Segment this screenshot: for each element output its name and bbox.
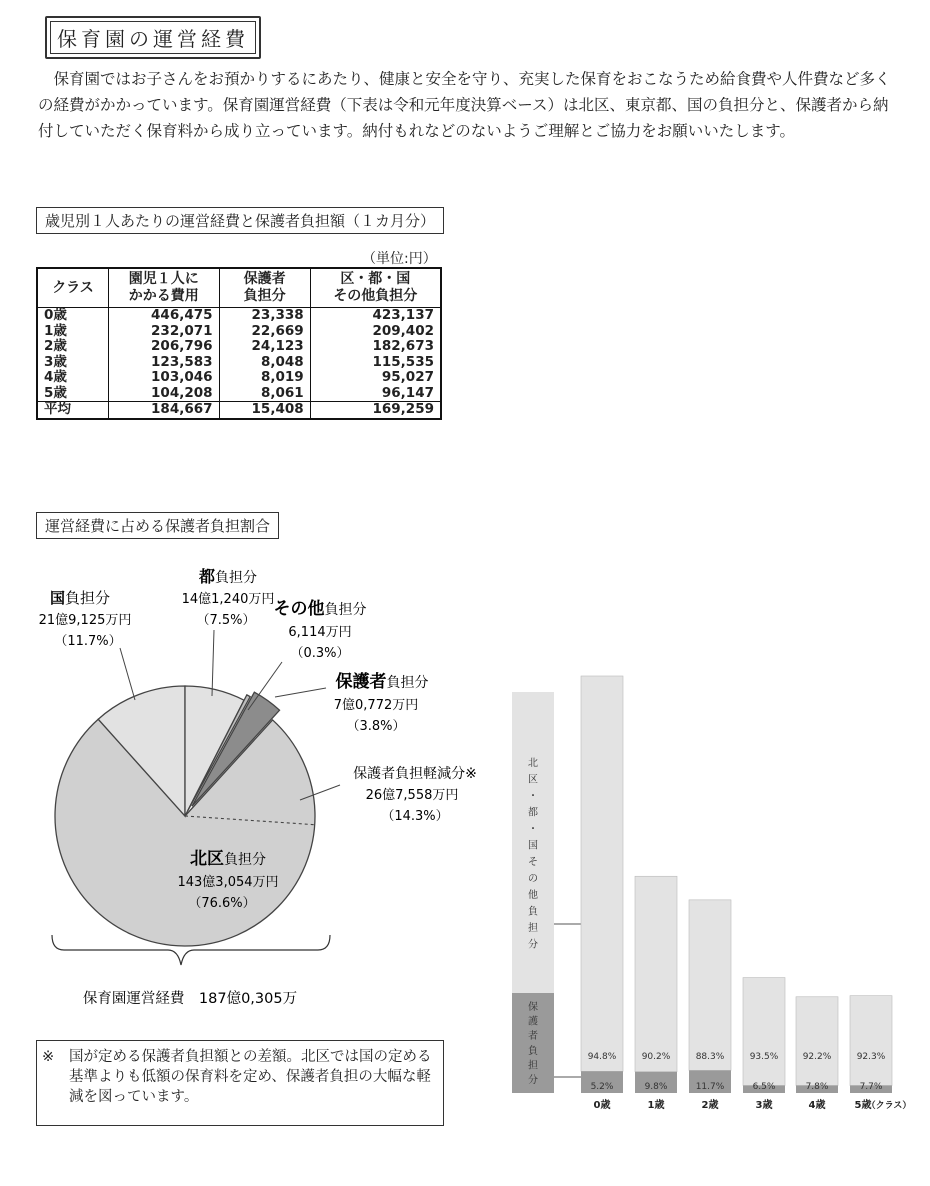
table-cell: 24,123: [219, 339, 310, 355]
label-kuni-pct: （11.7%）: [54, 634, 122, 649]
bar-upper-0: [581, 676, 623, 1071]
label-kita: 北区負担分: [190, 849, 266, 869]
bar-lower-pct-label: 9.8%: [644, 1082, 668, 1092]
table-cell: 446,475: [108, 308, 219, 324]
table-cell: 1歳: [37, 324, 108, 340]
table-cell: 95,027: [310, 370, 441, 386]
table-cell: 206,796: [108, 339, 219, 355]
label-reduction-amount: 26億7,558万円: [365, 788, 459, 803]
table-body: [37, 308, 441, 419]
table-cell: 8,061: [219, 386, 310, 402]
table-cell: 4歳: [37, 370, 108, 386]
footnote-text: 国が定める保護者負担額との差額。北区では国の定める基準よりも低額の保育料を定め、保護者負担の大幅な軽減を図っています。: [69, 1049, 432, 1105]
bar-upper-1: [635, 876, 677, 1072]
page-title: 保育園の運営経費: [45, 16, 261, 59]
legend-label-lower: 保護者負担分: [528, 1002, 538, 1086]
table-cell: 96,147: [310, 386, 441, 402]
table-cell: 8,048: [219, 355, 310, 371]
bar-upper-5: [850, 996, 892, 1086]
bar-lower-pct-label: 11.7%: [695, 1082, 725, 1092]
bar-upper-2: [689, 900, 731, 1071]
label-to: 都負担分: [198, 567, 258, 586]
table-cell: 2歳: [37, 339, 108, 355]
table-cell: 22,669: [219, 324, 310, 340]
x-tick-label: 1歳: [647, 1100, 665, 1111]
bar-upper-pct-label: 92.3%: [856, 1052, 886, 1062]
leader-line-to: [212, 630, 214, 696]
table-header-row: [37, 268, 441, 308]
x-axis-suffix: （クラス）: [866, 1101, 912, 1111]
table-cell: 115,535: [310, 355, 441, 371]
total-label: 保育園運営経費 187億0,305万: [82, 991, 298, 1007]
bar-lower-pct-label: 7.8%: [805, 1082, 829, 1092]
table-header-cell: クラス: [37, 268, 108, 308]
bar-lower-pct-label: 7.7%: [859, 1082, 883, 1092]
bar-upper-pct-label: 93.5%: [749, 1052, 779, 1062]
table-row: [37, 355, 441, 371]
table-row: [37, 386, 441, 402]
bar-upper-pct-label: 88.3%: [695, 1052, 725, 1062]
unit-label: （単位:円）: [362, 251, 437, 267]
table-section-title: 歳児別１人あたりの運営経費と保護者負担額（１カ月分）: [36, 207, 444, 234]
label-reduction: 保護者負担軽減分※: [353, 766, 477, 782]
label-kita-amount: 143億3,054万円: [177, 875, 279, 890]
table-cell: 423,137: [310, 308, 441, 324]
table-cell: 平均: [37, 402, 108, 419]
fee-table: [36, 267, 442, 420]
table-header-cell: 保護者 負担分: [219, 268, 310, 308]
label-kuni-amount: 21億9,125万円: [38, 613, 132, 628]
label-other: その他負担分: [273, 599, 367, 619]
table-row: [37, 402, 441, 419]
x-tick-label: 4歳: [808, 1100, 826, 1111]
label-other-amount: 6,114万円: [288, 625, 352, 640]
table-cell: 209,402: [310, 324, 441, 340]
table-cell: 232,071: [108, 324, 219, 340]
table-row: [37, 339, 441, 355]
table-header-cell: 園児１人に かかる費用: [108, 268, 219, 308]
label-kita-pct: （76.6%）: [188, 896, 256, 911]
bar-lower-pct-label: 6.5%: [752, 1082, 776, 1092]
stacked-bar-chart: [500, 660, 930, 1120]
bar-upper-3: [743, 978, 785, 1086]
x-tick-label: 2歳: [701, 1100, 719, 1111]
table-cell: 184,667: [108, 402, 219, 419]
table-cell: 15,408: [219, 402, 310, 419]
label-hogo: 保護者負担分: [335, 672, 429, 692]
legend-label-upper: 北区・都・国その他負担分: [528, 758, 538, 951]
pie-section-title: 運営経費に占める保護者負担割合: [36, 512, 279, 539]
table-row: [37, 370, 441, 386]
table-row: [37, 308, 441, 324]
label-kuni: 国負担分: [49, 589, 111, 607]
bar-upper-4: [796, 997, 838, 1086]
x-tick-label: 3歳: [755, 1100, 773, 1111]
table-cell: 103,046: [108, 370, 219, 386]
bar-upper-pct-label: 90.2%: [641, 1052, 671, 1062]
pie-chart: [0, 540, 500, 1020]
table-cell: 182,673: [310, 339, 441, 355]
table-cell: 8,019: [219, 370, 310, 386]
label-other-pct: （0.3%）: [290, 646, 350, 661]
table-cell: 0歳: [37, 308, 108, 324]
table-cell: 123,583: [108, 355, 219, 371]
label-to-amount: 14億1,240万円: [181, 592, 275, 607]
leader-line-kuni: [120, 648, 135, 700]
table-header-cell: 区・都・国 その他負担分: [310, 268, 441, 308]
footnote-box: [36, 1040, 444, 1126]
bar-lower-pct-label: 5.2%: [590, 1082, 614, 1092]
x-tick-label: 0歳: [593, 1100, 611, 1111]
table-cell: 169,259: [310, 402, 441, 419]
bar-upper-pct-label: 92.2%: [802, 1052, 832, 1062]
bar-upper-pct-label: 94.8%: [587, 1052, 617, 1062]
table-row: [37, 324, 441, 340]
intro-paragraph: 保育園ではお子さんをお預かりするにあたり、健康と安全を守り、充実した保育をおこなうため給食費や人件費など多くの経費がかかっています。保育園運営経費（下表は令和元年度決算ベース）は北区、東京都、国の負担分と、保護者から納付していただく保育料から成り立っています。納付もれなどのないようご理解とご協力をお願いいたします。: [38, 70, 891, 140]
table-cell: 104,208: [108, 386, 219, 402]
table-cell: 5歳: [37, 386, 108, 402]
label-hogo-amount: 7億0,772万円: [333, 698, 419, 713]
label-hogo-pct: （3.8%）: [346, 719, 406, 734]
footnote-mark: ※: [42, 1049, 55, 1065]
x-tick-label: 5歳: [854, 1100, 872, 1111]
leader-line-hogo: [275, 688, 326, 697]
label-reduction-pct: （14.3%）: [381, 809, 449, 824]
label-to-pct: （7.5%）: [196, 613, 256, 628]
table-cell: 23,338: [219, 308, 310, 324]
table-cell: 3歳: [37, 355, 108, 371]
